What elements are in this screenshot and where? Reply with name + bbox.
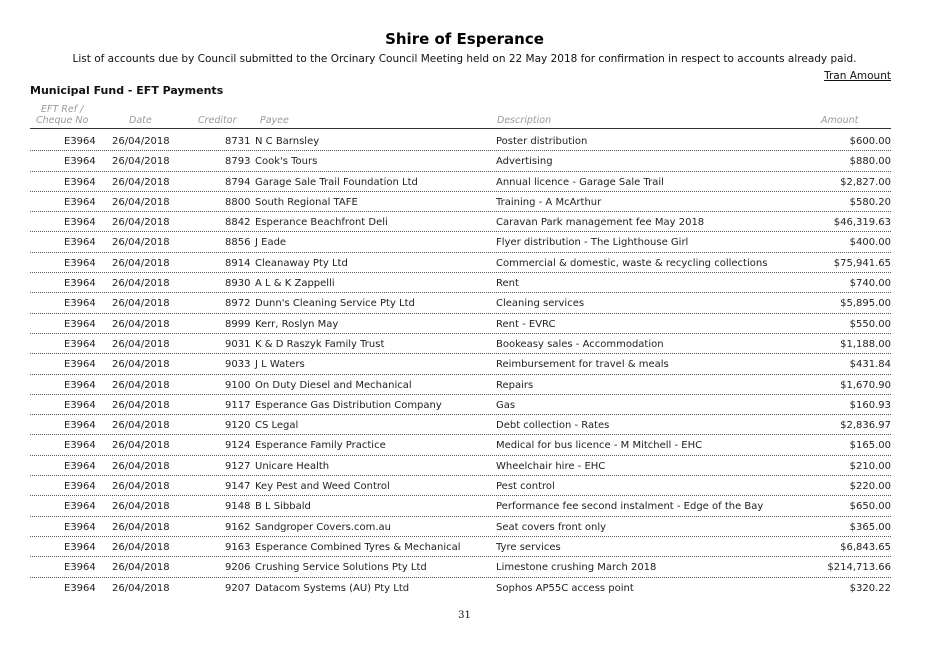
cell-description: Rent - EVRC (496, 318, 556, 330)
cell-description: Wheelchair hire - EHC (496, 460, 606, 472)
cell-description: Caravan Park management fee May 2018 (496, 217, 705, 229)
cell-creditor: 9148 (225, 501, 251, 513)
cell-description: Sophos AP55C access point (496, 582, 634, 594)
cell-amount: $650.00 (849, 501, 891, 513)
cell-creditor: 9207 (225, 582, 251, 594)
cell-date: 26/04/2018 (112, 156, 170, 168)
cell-payee: Key Pest and Weed Control (255, 481, 390, 493)
table-row (30, 212, 891, 232)
cell-date: 26/04/2018 (112, 176, 170, 188)
cell-payee: Esperance Combined Tyres & Mechanical (255, 541, 461, 553)
cell-date: 26/04/2018 (112, 136, 170, 147)
cell-creditor: 8800 (225, 196, 251, 208)
cell-date: 26/04/2018 (112, 298, 170, 310)
cell-payee: Cleanaway Pty Ltd (255, 257, 348, 269)
table-row (30, 557, 891, 577)
cell-amount: $365.00 (849, 521, 891, 533)
column-header-ref-line1: EFT Ref / (41, 104, 84, 115)
column-header-amount: Amount (821, 115, 859, 126)
cell-description: Debt collection - Rates (496, 420, 610, 432)
cell-amount: $165.00 (849, 440, 891, 452)
table-row (30, 435, 891, 455)
table-row (30, 293, 891, 313)
cell-creditor: 9163 (225, 541, 251, 553)
table-row (30, 456, 891, 476)
cell-payee: Kerr, Roslyn May (255, 318, 339, 330)
cell-creditor: 9120 (225, 420, 251, 432)
cell-creditor: 9100 (225, 379, 251, 391)
cell-description: Repairs (496, 379, 534, 391)
cell-amount: $320.22 (849, 582, 891, 594)
cell-description: Performance fee second instalment - Edge of the Bay (496, 501, 764, 513)
cell-description: Reimbursement for travel & meals (496, 359, 669, 371)
cell-date: 26/04/2018 (112, 582, 170, 594)
cell-creditor: 9162 (225, 521, 251, 533)
cell-payee: Unicare Health (255, 460, 330, 472)
header-divider (30, 128, 891, 129)
cell-amount: $431.84 (849, 359, 891, 371)
table-row (30, 273, 891, 293)
table-row (30, 192, 891, 212)
cell-ref: E3964 (64, 359, 96, 371)
cell-ref: E3964 (64, 318, 96, 330)
cell-amount: $46,319.63 (833, 217, 891, 229)
cell-date: 26/04/2018 (112, 460, 170, 472)
cell-date: 26/04/2018 (112, 359, 170, 371)
cell-date: 26/04/2018 (112, 420, 170, 432)
table-row (30, 314, 891, 334)
cell-ref: E3964 (64, 541, 96, 553)
cell-description: Gas (496, 399, 516, 411)
cell-description: Training - A McArthur (496, 196, 602, 208)
cell-ref: E3964 (64, 521, 96, 533)
cell-amount: $2,827.00 (840, 176, 891, 188)
cell-description: Cleaning services (496, 298, 585, 310)
cell-payee: Sandgroper Covers.com.au (255, 521, 391, 533)
page-title: Shire of Esperance (385, 30, 544, 48)
table-row (30, 172, 891, 192)
cell-ref: E3964 (64, 440, 96, 452)
cell-payee: Esperance Family Practice (255, 440, 386, 452)
cell-creditor: 8914 (225, 257, 251, 269)
column-header-creditor: Creditor (198, 115, 237, 126)
document-subtitle: List of accounts due by Council submitted to the Orcinary Council Meeting held on 22 May 2018 for confirmation in respect to accounts already paid. (72, 53, 857, 65)
cell-amount: $550.00 (849, 318, 891, 330)
cell-date: 26/04/2018 (112, 278, 170, 290)
cell-description: Rent (496, 278, 519, 290)
table-row (30, 334, 891, 354)
cell-date: 26/04/2018 (112, 237, 170, 249)
cell-creditor: 8856 (225, 237, 251, 249)
cell-amount: $5,895.00 (840, 298, 891, 310)
column-header-description: Description (497, 115, 552, 126)
cell-date: 26/04/2018 (112, 440, 170, 452)
cell-amount: $220.00 (849, 481, 891, 493)
cell-payee: Dunn's Cleaning Service Pty Ltd (255, 298, 415, 310)
table-row (30, 151, 891, 171)
cell-date: 26/04/2018 (112, 318, 170, 330)
cell-ref: E3964 (64, 176, 96, 188)
cell-payee: Esperance Gas Distribution Company (255, 399, 442, 411)
cell-ref: E3964 (64, 399, 96, 411)
cell-creditor: 9031 (225, 338, 251, 350)
cell-description: Poster distribution (496, 136, 588, 147)
cell-creditor: 8731 (225, 136, 251, 147)
cell-description: Limestone crushing March 2018 (496, 562, 657, 574)
cell-amount: $210.00 (849, 460, 891, 472)
cell-ref: E3964 (64, 196, 96, 208)
cell-ref: E3964 (64, 217, 96, 229)
cell-ref: E3964 (64, 582, 96, 594)
table-row (30, 232, 891, 252)
cell-ref: E3964 (64, 257, 96, 269)
cell-amount: $400.00 (849, 237, 891, 249)
cell-description: Advertising (496, 156, 553, 168)
cell-payee: A L & K Zappelli (255, 278, 335, 290)
cell-date: 26/04/2018 (112, 379, 170, 391)
cell-creditor: 8999 (225, 318, 251, 330)
cell-ref: E3964 (64, 562, 96, 574)
cell-ref: E3964 (64, 156, 96, 168)
table-row (30, 476, 891, 496)
column-header-payee: Payee (260, 115, 289, 126)
cell-creditor: 8793 (225, 156, 251, 168)
cell-creditor: 8930 (225, 278, 251, 290)
table-row (30, 578, 891, 597)
cell-ref: E3964 (64, 420, 96, 432)
cell-amount: $740.00 (849, 278, 891, 290)
cell-date: 26/04/2018 (112, 217, 170, 229)
cell-payee: B L Sibbald (255, 501, 311, 513)
cell-amount: $1,188.00 (840, 338, 891, 350)
cell-description: Tyre services (496, 541, 561, 553)
cell-description: Pest control (496, 481, 555, 493)
cell-ref: E3964 (64, 298, 96, 310)
cell-date: 26/04/2018 (112, 257, 170, 269)
cell-amount: $75,941.65 (833, 257, 891, 269)
section-heading: Municipal Fund - EFT Payments (30, 84, 224, 97)
table-row (30, 395, 891, 415)
cell-description: Bookeasy sales - Accommodation (496, 338, 664, 350)
cell-creditor: 8794 (225, 176, 251, 188)
cell-date: 26/04/2018 (112, 562, 170, 574)
cell-payee: K & D Raszyk Family Trust (255, 338, 385, 350)
table-row (30, 354, 891, 374)
cell-payee: South Regional TAFE (255, 196, 358, 208)
cell-payee: On Duty Diesel and Mechanical (255, 379, 412, 391)
cell-amount: $2,836.97 (840, 420, 891, 432)
cell-payee: J Eade (255, 237, 287, 249)
cell-description: Annual licence - Garage Sale Trail (496, 176, 664, 188)
cell-creditor: 9124 (225, 440, 251, 452)
cell-description: Seat covers front only (496, 521, 607, 533)
table-row (30, 131, 891, 151)
cell-ref: E3964 (64, 460, 96, 472)
cell-payee: Garage Sale Trail Foundation Ltd (255, 176, 418, 188)
page-number: 31 (458, 610, 471, 621)
column-header-date: Date (129, 115, 152, 126)
cell-date: 26/04/2018 (112, 196, 170, 208)
cell-date: 26/04/2018 (112, 541, 170, 553)
table-row (30, 253, 891, 273)
cell-ref: E3964 (64, 237, 96, 249)
cell-amount: $1,670.90 (840, 379, 891, 391)
cell-description: Commercial & domestic, waste & recycling collections (496, 257, 768, 269)
table-row (30, 517, 891, 537)
cell-amount: $880.00 (849, 156, 891, 168)
cell-payee: J L Waters (255, 359, 305, 371)
cell-payee: Crushing Service Solutions Pty Ltd (255, 562, 427, 574)
cell-ref: E3964 (64, 501, 96, 513)
cell-ref: E3964 (64, 278, 96, 290)
cell-ref: E3964 (64, 379, 96, 391)
cell-payee: Esperance Beachfront Deli (255, 217, 388, 229)
table-row (30, 375, 891, 395)
cell-ref: E3964 (64, 136, 96, 147)
column-header-ref-line2: Cheque No (36, 115, 89, 126)
cell-amount: $6,843.65 (840, 541, 891, 553)
cell-payee: Datacom Systems (AU) Pty Ltd (255, 582, 410, 594)
table-row (30, 496, 891, 516)
cell-creditor: 9117 (225, 399, 251, 411)
cell-creditor: 8972 (225, 298, 251, 310)
cell-creditor: 9147 (225, 481, 251, 493)
cell-payee: Cook's Tours (255, 156, 318, 168)
cell-date: 26/04/2018 (112, 501, 170, 513)
cell-amount: $600.00 (849, 136, 891, 147)
cell-creditor: 9127 (225, 460, 251, 472)
table-row (30, 415, 891, 435)
cell-amount: $580.20 (849, 196, 891, 208)
cell-creditor: 9206 (225, 562, 251, 574)
cell-ref: E3964 (64, 338, 96, 350)
payments-table (30, 131, 891, 597)
cell-creditor: 9033 (225, 359, 251, 371)
table-row (30, 537, 891, 557)
cell-payee: CS Legal (255, 420, 299, 432)
cell-amount: $160.93 (849, 399, 891, 411)
cell-description: Medical for bus licence - M Mitchell - EHC (496, 440, 703, 452)
tran-amount-label: Tran Amount (824, 70, 891, 82)
cell-payee: N C Barnsley (255, 136, 320, 147)
cell-creditor: 8842 (225, 217, 251, 229)
cell-description: Flyer distribution - The Lighthouse Girl (496, 237, 689, 249)
cell-amount: $214,713.66 (827, 562, 891, 574)
cell-date: 26/04/2018 (112, 399, 170, 411)
cell-ref: E3964 (64, 481, 96, 493)
cell-date: 26/04/2018 (112, 481, 170, 493)
cell-date: 26/04/2018 (112, 521, 170, 533)
cell-date: 26/04/2018 (112, 338, 170, 350)
